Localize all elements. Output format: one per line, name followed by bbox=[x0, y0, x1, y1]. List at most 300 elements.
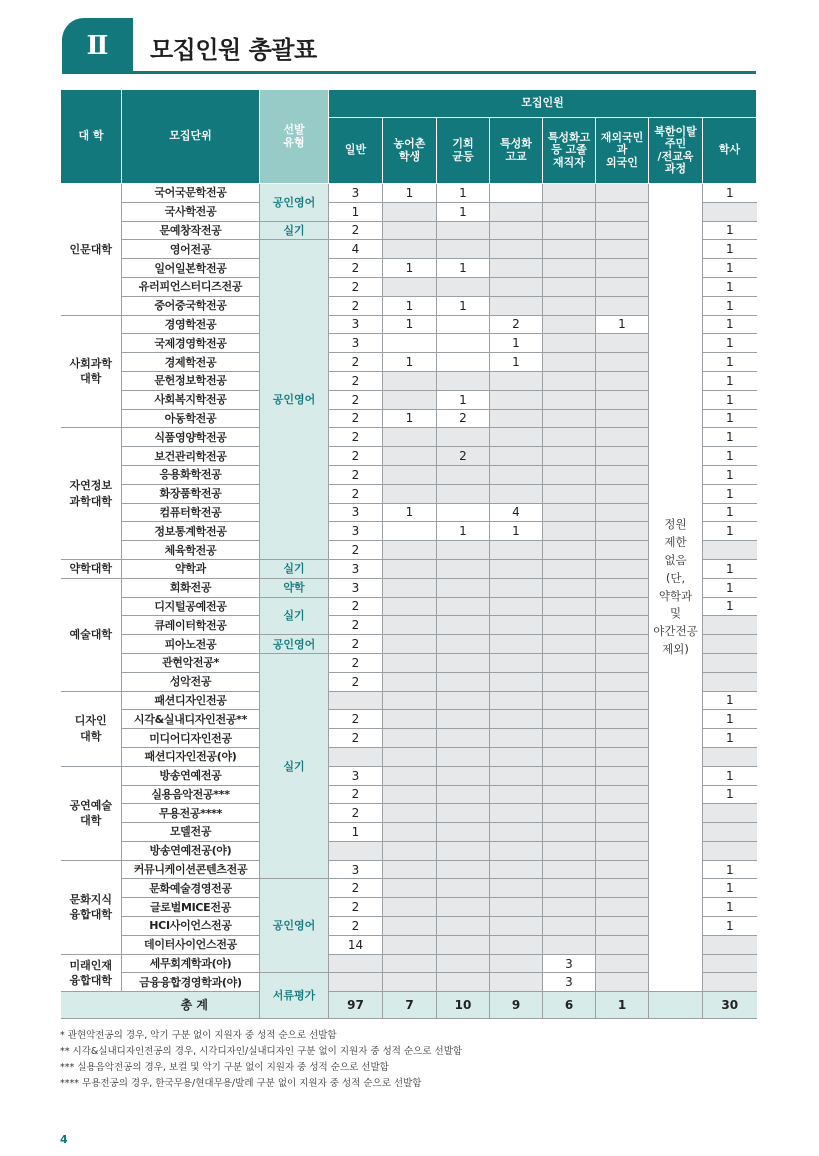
quota-cell bbox=[596, 428, 649, 447]
quota-cell bbox=[543, 823, 596, 842]
quota-cell: 1 bbox=[703, 597, 757, 616]
header-col-0: 일반 bbox=[329, 118, 383, 184]
quota-cell bbox=[490, 860, 543, 879]
quota-cell bbox=[437, 879, 490, 898]
unit-name: 경영학전공 bbox=[122, 315, 260, 334]
university-name: 사회과학 대학 bbox=[61, 315, 122, 428]
total-cell: 1 bbox=[596, 992, 649, 1019]
quota-cell: 3 bbox=[329, 184, 383, 203]
quota-cell: 1 bbox=[437, 184, 490, 203]
unit-name: 모델전공 bbox=[122, 823, 260, 842]
footnotes bbox=[60, 1028, 760, 1092]
university-name: 문화지식 융합대학 bbox=[61, 860, 122, 954]
unit-name: 디지털공예전공 bbox=[122, 597, 260, 616]
quota-cell: 1 bbox=[703, 240, 757, 259]
unit-name: 보건관리학전공 bbox=[122, 447, 260, 466]
header-unit: 모집단위 bbox=[122, 90, 260, 184]
quota-cell bbox=[543, 653, 596, 672]
quota-cell bbox=[437, 353, 490, 372]
quota-cell bbox=[383, 240, 437, 259]
quota-cell bbox=[543, 390, 596, 409]
footnote: * 관현악전공의 경우, 악기 구분 없이 지원자 중 성적 순으로 선발함 bbox=[60, 1030, 337, 1041]
unit-name: 영어전공 bbox=[122, 240, 260, 259]
quota-cell bbox=[490, 691, 543, 710]
quota-cell bbox=[543, 371, 596, 390]
unit-name: 커뮤니케이션콘텐츠전공 bbox=[122, 860, 260, 879]
quota-cell: 2 bbox=[329, 296, 383, 315]
quota-cell bbox=[596, 578, 649, 597]
quota-cell bbox=[543, 860, 596, 879]
quota-cell bbox=[437, 710, 490, 729]
university-name: 디자인 대학 bbox=[61, 691, 122, 766]
quota-cell bbox=[437, 785, 490, 804]
quota-cell bbox=[437, 484, 490, 503]
quota-cell bbox=[543, 747, 596, 766]
quota-cell bbox=[596, 616, 649, 635]
quota-cell bbox=[596, 635, 649, 654]
quota-cell bbox=[703, 202, 757, 221]
university-name: 인문대학 bbox=[61, 184, 122, 316]
quota-cell bbox=[383, 973, 437, 992]
north-korean-defector-note: 정원 제한 없음 (단, 약학과 및 야간전공 제외) bbox=[649, 184, 703, 992]
quota-cell bbox=[490, 898, 543, 917]
quota-cell bbox=[596, 202, 649, 221]
quota-cell bbox=[437, 691, 490, 710]
quota-cell bbox=[490, 277, 543, 296]
quota-cell bbox=[543, 597, 596, 616]
quota-cell bbox=[543, 484, 596, 503]
unit-name: 큐레이터학전공 bbox=[122, 616, 260, 635]
header-university: 대 학 bbox=[61, 90, 122, 184]
quota-cell bbox=[596, 353, 649, 372]
quota-cell bbox=[383, 747, 437, 766]
quota-cell bbox=[490, 635, 543, 654]
quota-cell bbox=[596, 785, 649, 804]
quota-cell: 2 bbox=[329, 353, 383, 372]
quota-cell: 2 bbox=[329, 371, 383, 390]
quota-cell bbox=[543, 409, 596, 428]
unit-name: 회화전공 bbox=[122, 578, 260, 597]
quota-cell: 1 bbox=[437, 296, 490, 315]
quota-cell: 2 bbox=[329, 616, 383, 635]
quota-cell bbox=[383, 390, 437, 409]
quota-cell bbox=[543, 428, 596, 447]
unit-name: 사회복지학전공 bbox=[122, 390, 260, 409]
quota-cell bbox=[383, 578, 437, 597]
quota-cell bbox=[437, 747, 490, 766]
quota-cell bbox=[543, 184, 596, 203]
quota-cell bbox=[383, 954, 437, 973]
quota-cell bbox=[543, 879, 596, 898]
quota-cell bbox=[543, 841, 596, 860]
quota-cell bbox=[490, 672, 543, 691]
selection-type: 실기 bbox=[260, 559, 329, 578]
quota-cell bbox=[596, 729, 649, 748]
quota-cell bbox=[596, 221, 649, 240]
quota-cell bbox=[596, 954, 649, 973]
quota-cell: 1 bbox=[703, 691, 757, 710]
quota-cell bbox=[383, 202, 437, 221]
unit-name: 세무회계학과(야) bbox=[122, 954, 260, 973]
unit-name: 아동학전공 bbox=[122, 409, 260, 428]
quota-cell bbox=[383, 597, 437, 616]
unit-name: 시각&실내디자인전공** bbox=[122, 710, 260, 729]
title-divider bbox=[62, 71, 756, 74]
quota-cell: 1 bbox=[703, 785, 757, 804]
quota-cell bbox=[329, 747, 383, 766]
quota-cell bbox=[490, 541, 543, 560]
unit-name: 응용화학전공 bbox=[122, 465, 260, 484]
selection-type: 공인영어 bbox=[260, 635, 329, 654]
quota-cell: 3 bbox=[329, 578, 383, 597]
unit-name: 유러피언스터디즈전공 bbox=[122, 277, 260, 296]
quota-cell bbox=[383, 710, 437, 729]
quota-cell bbox=[543, 465, 596, 484]
quota-cell bbox=[490, 371, 543, 390]
quota-cell: 1 bbox=[437, 522, 490, 541]
quota-cell bbox=[383, 616, 437, 635]
unit-name: 미디어디자인전공 bbox=[122, 729, 260, 748]
quota-cell bbox=[543, 804, 596, 823]
quota-cell bbox=[490, 221, 543, 240]
unit-name: 문헌정보학전공 bbox=[122, 371, 260, 390]
quota-cell bbox=[437, 315, 490, 334]
total-label: 총 계 bbox=[61, 992, 329, 1019]
quota-cell bbox=[437, 653, 490, 672]
quota-cell: 1 bbox=[703, 917, 757, 936]
quota-cell: 1 bbox=[703, 447, 757, 466]
header-col-2: 기회 균등 bbox=[437, 118, 490, 184]
quota-cell bbox=[543, 240, 596, 259]
quota-cell bbox=[543, 334, 596, 353]
quota-cell bbox=[543, 315, 596, 334]
quota-cell bbox=[543, 202, 596, 221]
quota-cell bbox=[490, 766, 543, 785]
unit-name: 중어중국학전공 bbox=[122, 296, 260, 315]
quota-cell: 2 bbox=[490, 315, 543, 334]
unit-name: 데이터사이언스전공 bbox=[122, 935, 260, 954]
quota-cell bbox=[490, 616, 543, 635]
quota-cell bbox=[383, 541, 437, 560]
quota-cell bbox=[437, 277, 490, 296]
quota-cell bbox=[437, 559, 490, 578]
page-title: 모집인원 총괄표 bbox=[150, 36, 317, 64]
quota-cell: 2 bbox=[329, 597, 383, 616]
quota-cell bbox=[596, 804, 649, 823]
unit-name: 국어국문학전공 bbox=[122, 184, 260, 203]
unit-name: 식품영양학전공 bbox=[122, 428, 260, 447]
quota-cell bbox=[383, 785, 437, 804]
quota-cell bbox=[543, 559, 596, 578]
quota-cell: 1 bbox=[703, 522, 757, 541]
quota-cell: 3 bbox=[329, 559, 383, 578]
quota-cell: 2 bbox=[329, 277, 383, 296]
quota-cell: 1 bbox=[490, 334, 543, 353]
quota-cell bbox=[490, 710, 543, 729]
unit-name: HCI사이언스전공 bbox=[122, 917, 260, 936]
unit-name: 컴퓨터학전공 bbox=[122, 503, 260, 522]
selection-type: 공인영어 bbox=[260, 184, 329, 222]
quota-cell: 1 bbox=[703, 315, 757, 334]
header-col-7: 학사 bbox=[703, 118, 757, 184]
quota-cell: 2 bbox=[329, 221, 383, 240]
quota-cell: 3 bbox=[543, 954, 596, 973]
quota-cell bbox=[703, 841, 757, 860]
quota-cell bbox=[703, 973, 757, 992]
quota-cell bbox=[490, 597, 543, 616]
university-name: 공연예술 대학 bbox=[61, 766, 122, 860]
quota-cell bbox=[596, 898, 649, 917]
quota-cell bbox=[490, 259, 543, 278]
quota-cell bbox=[543, 277, 596, 296]
selection-type: 실기 bbox=[260, 221, 329, 240]
quota-cell bbox=[596, 484, 649, 503]
quota-cell: 1 bbox=[703, 409, 757, 428]
selection-type: 공인영어 bbox=[260, 879, 329, 973]
quota-cell bbox=[490, 917, 543, 936]
quota-cell bbox=[437, 616, 490, 635]
unit-name: 일어일본학전공 bbox=[122, 259, 260, 278]
quota-cell: 1 bbox=[329, 202, 383, 221]
university-name: 약학대학 bbox=[61, 559, 122, 578]
quota-cell bbox=[437, 935, 490, 954]
quota-cell bbox=[543, 917, 596, 936]
quota-cell bbox=[703, 616, 757, 635]
quota-cell bbox=[383, 522, 437, 541]
quota-cell bbox=[596, 409, 649, 428]
unit-name: 국제경영학전공 bbox=[122, 334, 260, 353]
quota-cell: 4 bbox=[329, 240, 383, 259]
quota-cell bbox=[383, 559, 437, 578]
unit-name: 문예창작전공 bbox=[122, 221, 260, 240]
quota-cell bbox=[437, 465, 490, 484]
quota-cell: 1 bbox=[703, 898, 757, 917]
quota-cell bbox=[596, 710, 649, 729]
quota-cell bbox=[383, 221, 437, 240]
quota-cell bbox=[383, 672, 437, 691]
quota-cell: 1 bbox=[383, 503, 437, 522]
quota-cell bbox=[490, 465, 543, 484]
quota-cell bbox=[543, 578, 596, 597]
quota-cell bbox=[490, 409, 543, 428]
quota-cell bbox=[543, 635, 596, 654]
quota-cell bbox=[543, 729, 596, 748]
quota-cell: 1 bbox=[383, 409, 437, 428]
quota-cell bbox=[437, 578, 490, 597]
unit-name: 성악전공 bbox=[122, 672, 260, 691]
quota-cell bbox=[490, 559, 543, 578]
quota-cell: 1 bbox=[703, 503, 757, 522]
quota-cell: 1 bbox=[703, 296, 757, 315]
quota-cell bbox=[490, 202, 543, 221]
quota-cell: 1 bbox=[703, 428, 757, 447]
quota-cell bbox=[437, 541, 490, 560]
quota-cell bbox=[383, 766, 437, 785]
footnote: *** 실용음악전공의 경우, 보컬 및 악기 구분 없이 지원자 중 성적 순으로 선발함 bbox=[60, 1062, 389, 1073]
quota-cell: 1 bbox=[703, 729, 757, 748]
total-cell: 10 bbox=[437, 992, 490, 1019]
quota-cell: 4 bbox=[490, 503, 543, 522]
quota-cell bbox=[437, 597, 490, 616]
quota-cell bbox=[437, 729, 490, 748]
quota-cell: 1 bbox=[383, 315, 437, 334]
unit-name: 금융융합경영학과(야) bbox=[122, 973, 260, 992]
quota-cell bbox=[329, 841, 383, 860]
quota-cell bbox=[543, 785, 596, 804]
quota-cell: 1 bbox=[703, 559, 757, 578]
quota-cell bbox=[543, 447, 596, 466]
quota-cell: 1 bbox=[383, 353, 437, 372]
quota-cell: 2 bbox=[329, 484, 383, 503]
quota-cell: 3 bbox=[329, 503, 383, 522]
quota-cell: 1 bbox=[383, 184, 437, 203]
quota-cell: 3 bbox=[329, 766, 383, 785]
quota-cell bbox=[437, 240, 490, 259]
quota-cell bbox=[383, 879, 437, 898]
quota-cell bbox=[543, 672, 596, 691]
quota-cell bbox=[596, 766, 649, 785]
quota-cell bbox=[543, 710, 596, 729]
total-row bbox=[61, 992, 757, 1019]
quota-cell: 2 bbox=[329, 390, 383, 409]
quota-cell bbox=[543, 935, 596, 954]
quota-cell: 2 bbox=[329, 672, 383, 691]
quota-cell: 2 bbox=[329, 635, 383, 654]
quota-cell: 1 bbox=[703, 766, 757, 785]
total-cell bbox=[649, 992, 703, 1019]
quota-cell bbox=[490, 804, 543, 823]
unit-name: 경제학전공 bbox=[122, 353, 260, 372]
quota-cell: 1 bbox=[703, 371, 757, 390]
quota-cell: 1 bbox=[703, 710, 757, 729]
unit-name: 실용음악전공*** bbox=[122, 785, 260, 804]
quota-cell bbox=[703, 672, 757, 691]
quota-cell bbox=[543, 766, 596, 785]
quota-cell bbox=[490, 578, 543, 597]
header-col-6: 북한이탈 주민 /전교육 과정 bbox=[649, 118, 703, 184]
quota-cell bbox=[596, 973, 649, 992]
quota-cell bbox=[490, 973, 543, 992]
unit-name: 패션디자인전공 bbox=[122, 691, 260, 710]
quota-cell: 3 bbox=[543, 973, 596, 992]
quota-cell: 2 bbox=[329, 710, 383, 729]
quota-cell bbox=[329, 691, 383, 710]
quota-cell bbox=[543, 221, 596, 240]
quota-cell bbox=[383, 334, 437, 353]
quota-cell bbox=[543, 691, 596, 710]
quota-cell bbox=[383, 917, 437, 936]
quota-cell bbox=[490, 428, 543, 447]
quota-cell: 2 bbox=[437, 447, 490, 466]
quota-cell bbox=[543, 898, 596, 917]
quota-cell bbox=[543, 259, 596, 278]
quota-cell: 3 bbox=[329, 860, 383, 879]
selection-type: 공인영어 bbox=[260, 240, 329, 560]
quota-cell: 3 bbox=[329, 315, 383, 334]
quota-cell: 1 bbox=[596, 315, 649, 334]
footnote: ** 시각&실내디자인전공의 경우, 시각디자인/실내디자인 구분 없이 지원자 중 성적 순으로 선발함 bbox=[60, 1046, 463, 1057]
quota-cell bbox=[437, 973, 490, 992]
quota-cell: 1 bbox=[437, 259, 490, 278]
section-number-badge: Ⅱ bbox=[62, 18, 133, 73]
quota-cell bbox=[383, 447, 437, 466]
quota-cell bbox=[383, 465, 437, 484]
quota-cell: 1 bbox=[703, 860, 757, 879]
quota-cell: 1 bbox=[703, 184, 757, 203]
quota-cell bbox=[490, 484, 543, 503]
selection-type: 실기 bbox=[260, 597, 329, 635]
quota-cell: 2 bbox=[329, 729, 383, 748]
quota-cell: 1 bbox=[703, 578, 757, 597]
quota-cell: 1 bbox=[703, 465, 757, 484]
quota-cell bbox=[596, 390, 649, 409]
unit-name: 문화예술경영전공 bbox=[122, 879, 260, 898]
quota-cell bbox=[596, 447, 649, 466]
selection-type: 약학 bbox=[260, 578, 329, 597]
quota-cell bbox=[329, 973, 383, 992]
quota-cell bbox=[437, 860, 490, 879]
quota-cell bbox=[383, 277, 437, 296]
unit-name: 화장품학전공 bbox=[122, 484, 260, 503]
quota-cell bbox=[437, 672, 490, 691]
quota-cell bbox=[596, 747, 649, 766]
quota-cell bbox=[596, 672, 649, 691]
quota-cell bbox=[596, 597, 649, 616]
unit-name: 방송연예전공 bbox=[122, 766, 260, 785]
header-col-5: 재외국민과 외국인 bbox=[596, 118, 649, 184]
quota-cell bbox=[596, 860, 649, 879]
quota-cell bbox=[437, 804, 490, 823]
quota-cell bbox=[703, 804, 757, 823]
header-selection-type: 선발 유형 bbox=[260, 90, 329, 184]
quota-cell bbox=[383, 729, 437, 748]
quota-cell: 1 bbox=[329, 823, 383, 842]
quota-cell bbox=[703, 935, 757, 954]
unit-name: 체육학전공 bbox=[122, 541, 260, 560]
quota-cell bbox=[596, 653, 649, 672]
total-cell: 6 bbox=[543, 992, 596, 1019]
quota-cell bbox=[383, 653, 437, 672]
quota-cell bbox=[437, 334, 490, 353]
quota-cell bbox=[490, 240, 543, 259]
university-name: 자연정보 과학대학 bbox=[61, 428, 122, 560]
quota-cell bbox=[383, 484, 437, 503]
quota-cell bbox=[490, 184, 543, 203]
quota-cell bbox=[383, 371, 437, 390]
quota-cell bbox=[490, 390, 543, 409]
quota-cell bbox=[490, 747, 543, 766]
quota-cell bbox=[490, 823, 543, 842]
quota-cell bbox=[543, 296, 596, 315]
unit-name: 무용전공**** bbox=[122, 804, 260, 823]
total-cell: 9 bbox=[490, 992, 543, 1019]
quota-cell bbox=[490, 296, 543, 315]
quota-cell bbox=[383, 898, 437, 917]
quota-cell bbox=[596, 541, 649, 560]
quota-cell: 3 bbox=[329, 334, 383, 353]
quota-cell bbox=[490, 447, 543, 466]
quota-cell bbox=[490, 879, 543, 898]
quota-cell bbox=[596, 277, 649, 296]
quota-cell bbox=[437, 371, 490, 390]
quota-cell bbox=[437, 428, 490, 447]
quota-cell: 3 bbox=[329, 522, 383, 541]
quota-cell bbox=[437, 635, 490, 654]
unit-name: 약학과 bbox=[122, 559, 260, 578]
quota-cell: 2 bbox=[329, 785, 383, 804]
quota-cell: 1 bbox=[490, 353, 543, 372]
quota-cell bbox=[437, 221, 490, 240]
